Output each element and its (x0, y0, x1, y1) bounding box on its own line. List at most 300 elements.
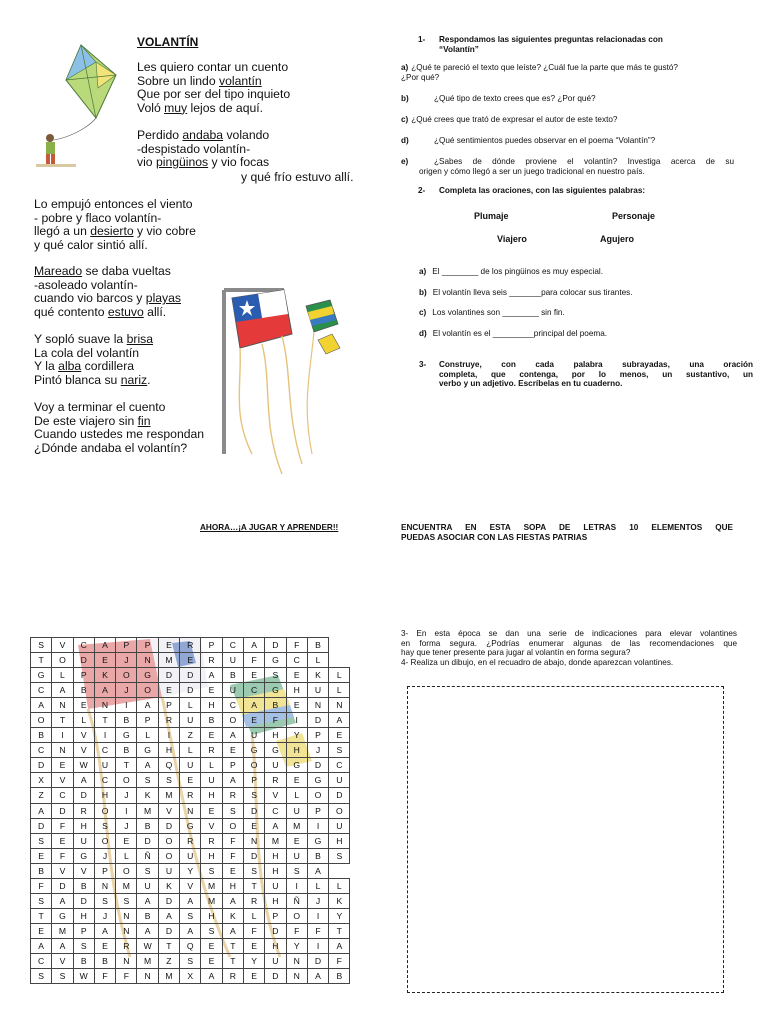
grid-cell[interactable]: T (243, 878, 264, 893)
grid-cell[interactable]: U (180, 848, 201, 863)
grid-cell[interactable]: I (307, 818, 328, 833)
grid-cell[interactable]: P (307, 803, 328, 818)
grid-cell[interactable]: A (201, 668, 222, 683)
grid-cell[interactable]: E (222, 743, 243, 758)
grid-cell[interactable]: H (286, 743, 307, 758)
grid-cell[interactable]: D (73, 893, 94, 908)
grid-cell[interactable]: T (329, 923, 350, 938)
grid-cell[interactable]: N (307, 698, 328, 713)
grid-cell[interactable]: L (329, 683, 350, 698)
grid-cell[interactable]: B (73, 878, 94, 893)
grid-cell[interactable]: S (137, 863, 158, 878)
grid-cell[interactable]: E (222, 863, 243, 878)
grid-cell[interactable]: R (201, 743, 222, 758)
grid-cell[interactable]: O (116, 863, 137, 878)
grid-cell[interactable]: B (73, 683, 94, 698)
grid-cell[interactable]: H (265, 728, 286, 743)
grid-cell[interactable]: K (222, 908, 243, 923)
grid-cell[interactable]: E (243, 969, 264, 984)
grid-cell[interactable]: M (201, 893, 222, 908)
grid-cell[interactable]: V (73, 863, 94, 878)
grid-cell[interactable]: N (116, 923, 137, 938)
grid-cell[interactable]: C (73, 638, 94, 653)
grid-cell[interactable]: L (180, 698, 201, 713)
grid-cell[interactable]: H (201, 788, 222, 803)
grid-cell[interactable]: D (307, 758, 328, 773)
grid-cell[interactable]: C (94, 773, 115, 788)
grid-cell[interactable]: A (31, 698, 52, 713)
grid-cell[interactable]: O (158, 848, 179, 863)
grid-cell[interactable]: B (116, 743, 137, 758)
grid-cell[interactable]: A (307, 863, 328, 878)
grid-cell[interactable]: I (307, 908, 328, 923)
grid-cell[interactable]: T (31, 653, 52, 668)
grid-cell[interactable]: D (52, 803, 73, 818)
grid-cell[interactable]: N (286, 969, 307, 984)
grid-cell[interactable]: E (180, 653, 201, 668)
grid-cell[interactable]: J (116, 653, 137, 668)
grid-cell[interactable]: O (243, 758, 264, 773)
grid-cell[interactable]: J (94, 908, 115, 923)
grid-cell[interactable]: J (307, 893, 328, 908)
grid-cell[interactable]: J (307, 743, 328, 758)
grid-cell[interactable]: A (52, 683, 73, 698)
grid-cell[interactable]: E (286, 668, 307, 683)
grid-cell[interactable]: A (94, 683, 115, 698)
grid-cell[interactable]: A (222, 773, 243, 788)
grid-cell[interactable]: M (52, 923, 73, 938)
grid-cell[interactable]: G (137, 668, 158, 683)
grid-cell[interactable]: M (158, 788, 179, 803)
grid-cell[interactable]: B (137, 908, 158, 923)
grid-cell[interactable]: U (243, 728, 264, 743)
grid-cell[interactable]: A (222, 728, 243, 743)
grid-cell[interactable]: L (116, 848, 137, 863)
grid-cell[interactable]: J (116, 683, 137, 698)
grid-cell[interactable]: U (265, 878, 286, 893)
grid-cell[interactable]: H (265, 893, 286, 908)
grid-cell[interactable]: S (201, 863, 222, 878)
grid-cell[interactable]: N (243, 833, 264, 848)
grid-cell[interactable]: F (222, 833, 243, 848)
grid-cell[interactable]: N (116, 953, 137, 968)
grid-cell[interactable]: E (94, 938, 115, 953)
grid-cell[interactable]: B (265, 698, 286, 713)
grid-cell[interactable]: D (31, 818, 52, 833)
grid-cell[interactable]: L (307, 653, 328, 668)
grid-cell[interactable]: A (94, 923, 115, 938)
grid-cell[interactable]: H (222, 878, 243, 893)
grid-cell[interactable]: Y (286, 938, 307, 953)
grid-cell[interactable]: C (31, 953, 52, 968)
grid-cell[interactable]: A (137, 698, 158, 713)
grid-cell[interactable]: O (329, 803, 350, 818)
grid-cell[interactable]: R (158, 713, 179, 728)
grid-cell[interactable]: U (137, 878, 158, 893)
grid-cell[interactable]: R (180, 638, 201, 653)
grid-cell[interactable]: B (307, 638, 328, 653)
grid-cell[interactable]: H (265, 938, 286, 953)
grid-cell[interactable]: B (307, 848, 328, 863)
grid-cell[interactable]: U (286, 803, 307, 818)
grid-cell[interactable]: C (222, 698, 243, 713)
grid-cell[interactable]: U (329, 773, 350, 788)
grid-cell[interactable]: S (243, 788, 264, 803)
grid-cell[interactable]: V (265, 788, 286, 803)
grid-cell[interactable]: X (180, 969, 201, 984)
grid-cell[interactable]: H (286, 683, 307, 698)
grid-cell[interactable]: D (307, 953, 328, 968)
grid-cell[interactable]: A (329, 713, 350, 728)
grid-cell[interactable]: E (243, 713, 264, 728)
grid-cell[interactable]: Z (31, 788, 52, 803)
grid-cell[interactable]: A (265, 818, 286, 833)
grid-cell[interactable]: A (329, 938, 350, 953)
grid-cell[interactable]: M (158, 653, 179, 668)
grid-cell[interactable]: D (73, 653, 94, 668)
grid-cell[interactable]: D (137, 833, 158, 848)
grid-cell[interactable]: A (222, 923, 243, 938)
grid-cell[interactable]: P (243, 773, 264, 788)
grid-cell[interactable]: A (31, 938, 52, 953)
grid-cell[interactable]: M (137, 953, 158, 968)
grid-cell[interactable]: V (52, 863, 73, 878)
grid-cell[interactable]: A (94, 638, 115, 653)
grid-cell[interactable]: O (222, 713, 243, 728)
grid-cell[interactable]: O (52, 653, 73, 668)
grid-cell[interactable]: P (137, 638, 158, 653)
grid-cell[interactable]: E (180, 773, 201, 788)
grid-cell[interactable]: D (31, 758, 52, 773)
grid-cell[interactable]: D (265, 638, 286, 653)
grid-cell[interactable]: U (158, 863, 179, 878)
grid-cell[interactable]: G (116, 728, 137, 743)
grid-cell[interactable]: O (94, 803, 115, 818)
grid-cell[interactable]: E (201, 938, 222, 953)
grid-cell[interactable]: S (94, 818, 115, 833)
grid-cell[interactable]: P (201, 638, 222, 653)
grid-cell[interactable]: W (137, 938, 158, 953)
grid-cell[interactable]: Q (158, 758, 179, 773)
grid-cell[interactable]: D (243, 803, 264, 818)
grid-cell[interactable]: I (116, 698, 137, 713)
grid-cell[interactable]: S (31, 638, 52, 653)
grid-cell[interactable]: L (286, 788, 307, 803)
grid-cell[interactable]: A (52, 893, 73, 908)
grid-cell[interactable]: A (137, 923, 158, 938)
grid-cell[interactable]: T (222, 953, 243, 968)
grid-cell[interactable]: D (158, 893, 179, 908)
grid-cell[interactable]: C (222, 638, 243, 653)
grid-cell[interactable]: R (201, 653, 222, 668)
grid-cell[interactable]: W (73, 969, 94, 984)
grid-cell[interactable]: N (286, 953, 307, 968)
grid-cell[interactable]: M (265, 833, 286, 848)
grid-cell[interactable]: D (158, 668, 179, 683)
grid-cell[interactable]: L (329, 668, 350, 683)
grid-cell[interactable]: C (265, 803, 286, 818)
grid-cell[interactable]: E (243, 668, 264, 683)
grid-cell[interactable]: V (158, 803, 179, 818)
grid-cell[interactable]: D (307, 713, 328, 728)
grid-cell[interactable]: S (201, 923, 222, 938)
grid-cell[interactable]: O (222, 818, 243, 833)
grid-cell[interactable]: R (116, 938, 137, 953)
grid-cell[interactable]: T (52, 713, 73, 728)
grid-cell[interactable]: N (137, 969, 158, 984)
grid-cell[interactable]: M (116, 878, 137, 893)
grid-cell[interactable]: C (52, 788, 73, 803)
grid-cell[interactable]: C (243, 683, 264, 698)
grid-cell[interactable]: A (201, 969, 222, 984)
grid-cell[interactable]: I (52, 728, 73, 743)
grid-cell[interactable]: A (52, 938, 73, 953)
grid-cell[interactable]: A (158, 908, 179, 923)
grid-cell[interactable]: A (73, 773, 94, 788)
grid-cell[interactable]: S (286, 863, 307, 878)
grid-cell[interactable]: X (31, 773, 52, 788)
grid-cell[interactable]: P (265, 908, 286, 923)
grid-cell[interactable]: A (137, 893, 158, 908)
grid-cell[interactable]: K (329, 893, 350, 908)
grid-cell[interactable]: U (94, 758, 115, 773)
grid-cell[interactable]: N (52, 698, 73, 713)
grid-cell[interactable]: F (52, 848, 73, 863)
grid-cell[interactable]: F (243, 653, 264, 668)
grid-cell[interactable]: U (73, 833, 94, 848)
grid-cell[interactable]: L (329, 878, 350, 893)
grid-cell[interactable]: E (158, 638, 179, 653)
grid-cell[interactable]: U (329, 818, 350, 833)
grid-cell[interactable]: E (286, 833, 307, 848)
grid-cell[interactable]: D (180, 683, 201, 698)
grid-cell[interactable]: I (94, 728, 115, 743)
grid-cell[interactable]: F (116, 969, 137, 984)
grid-cell[interactable]: E (94, 653, 115, 668)
grid-cell[interactable]: O (94, 833, 115, 848)
grid-cell[interactable]: T (116, 758, 137, 773)
grid-cell[interactable]: D (265, 969, 286, 984)
grid-cell[interactable]: Q (180, 938, 201, 953)
grid-cell[interactable]: T (222, 938, 243, 953)
grid-cell[interactable]: V (52, 638, 73, 653)
grid-cell[interactable]: F (286, 923, 307, 938)
grid-cell[interactable]: P (116, 638, 137, 653)
grid-cell[interactable]: R (265, 773, 286, 788)
grid-cell[interactable]: B (73, 953, 94, 968)
grid-cell[interactable]: Y (286, 728, 307, 743)
grid-cell[interactable]: F (286, 638, 307, 653)
grid-cell[interactable]: O (31, 713, 52, 728)
grid-cell[interactable]: E (286, 773, 307, 788)
grid-cell[interactable]: U (222, 683, 243, 698)
grid-cell[interactable]: U (265, 953, 286, 968)
grid-cell[interactable]: D (265, 923, 286, 938)
grid-cell[interactable]: Z (158, 953, 179, 968)
grid-cell[interactable]: D (243, 848, 264, 863)
grid-cell[interactable]: E (31, 848, 52, 863)
grid-cell[interactable]: U (201, 773, 222, 788)
grid-cell[interactable]: G (286, 758, 307, 773)
grid-cell[interactable]: T (31, 908, 52, 923)
grid-cell[interactable]: S (31, 833, 52, 848)
drawing-box[interactable] (407, 686, 724, 993)
grid-cell[interactable]: O (307, 788, 328, 803)
grid-cell[interactable]: C (31, 743, 52, 758)
grid-cell[interactable]: U (307, 683, 328, 698)
grid-cell[interactable]: O (158, 833, 179, 848)
grid-cell[interactable]: B (222, 668, 243, 683)
grid-cell[interactable]: B (116, 713, 137, 728)
grid-cell[interactable]: K (158, 878, 179, 893)
grid-cell[interactable]: S (73, 938, 94, 953)
grid-cell[interactable]: F (94, 969, 115, 984)
grid-cell[interactable]: P (307, 728, 328, 743)
grid-cell[interactable]: P (158, 698, 179, 713)
grid-cell[interactable]: R (222, 969, 243, 984)
grid-cell[interactable]: E (116, 833, 137, 848)
grid-cell[interactable]: E (31, 923, 52, 938)
grid-cell[interactable]: H (158, 743, 179, 758)
grid-cell[interactable]: D (73, 788, 94, 803)
grid-cell[interactable]: R (201, 833, 222, 848)
grid-cell[interactable]: N (329, 698, 350, 713)
grid-cell[interactable]: S (180, 953, 201, 968)
grid-cell[interactable]: L (52, 668, 73, 683)
grid-cell[interactable]: E (201, 728, 222, 743)
grid-cell[interactable]: H (201, 698, 222, 713)
grid-cell[interactable]: L (243, 908, 264, 923)
grid-cell[interactable]: T (94, 713, 115, 728)
grid-cell[interactable]: O (116, 668, 137, 683)
grid-cell[interactable]: H (329, 833, 350, 848)
grid-cell[interactable]: L (73, 713, 94, 728)
grid-cell[interactable]: S (243, 863, 264, 878)
grid-cell[interactable]: G (137, 743, 158, 758)
grid-cell[interactable]: F (307, 923, 328, 938)
grid-cell[interactable]: A (243, 638, 264, 653)
grid-cell[interactable]: D (180, 668, 201, 683)
grid-cell[interactable]: L (307, 878, 328, 893)
grid-cell[interactable]: G (52, 908, 73, 923)
grid-cell[interactable]: F (329, 953, 350, 968)
grid-cell[interactable]: V (52, 773, 73, 788)
grid-cell[interactable]: F (243, 923, 264, 938)
grid-cell[interactable]: D (158, 818, 179, 833)
grid-cell[interactable]: U (286, 848, 307, 863)
grid-cell[interactable]: U (265, 758, 286, 773)
grid-cell[interactable]: S (137, 773, 158, 788)
grid-cell[interactable]: C (31, 683, 52, 698)
grid-cell[interactable]: B (31, 728, 52, 743)
grid-cell[interactable]: P (222, 758, 243, 773)
grid-cell[interactable]: E (158, 683, 179, 698)
grid-cell[interactable]: Y (180, 863, 201, 878)
grid-cell[interactable]: E (52, 758, 73, 773)
grid-cell[interactable]: S (116, 893, 137, 908)
grid-cell[interactable]: L (180, 743, 201, 758)
grid-cell[interactable]: G (265, 683, 286, 698)
grid-cell[interactable]: M (286, 818, 307, 833)
grid-cell[interactable]: S (329, 743, 350, 758)
grid-cell[interactable]: F (265, 713, 286, 728)
grid-cell[interactable]: R (180, 833, 201, 848)
grid-cell[interactable]: B (31, 863, 52, 878)
grid-cell[interactable]: E (243, 938, 264, 953)
grid-cell[interactable]: N (94, 698, 115, 713)
grid-cell[interactable]: P (137, 713, 158, 728)
grid-cell[interactable]: J (116, 818, 137, 833)
grid-cell[interactable]: K (137, 788, 158, 803)
grid-cell[interactable]: H (73, 908, 94, 923)
grid-cell[interactable]: N (180, 803, 201, 818)
grid-cell[interactable]: S (158, 773, 179, 788)
grid-cell[interactable]: G (31, 668, 52, 683)
grid-cell[interactable]: O (286, 908, 307, 923)
grid-cell[interactable]: I (286, 713, 307, 728)
grid-cell[interactable]: V (180, 878, 201, 893)
grid-cell[interactable]: E (201, 953, 222, 968)
grid-cell[interactable]: S (329, 848, 350, 863)
grid-cell[interactable]: S (94, 893, 115, 908)
grid-cell[interactable]: E (201, 683, 222, 698)
grid-cell[interactable]: L (201, 758, 222, 773)
grid-cell[interactable]: M (201, 878, 222, 893)
grid-cell[interactable]: E (329, 728, 350, 743)
grid-cell[interactable]: G (73, 848, 94, 863)
grid-cell[interactable]: G (265, 653, 286, 668)
grid-cell[interactable]: P (73, 668, 94, 683)
grid-cell[interactable]: P (94, 863, 115, 878)
grid-cell[interactable]: S (52, 969, 73, 984)
grid-cell[interactable]: D (329, 788, 350, 803)
grid-cell[interactable]: R (73, 803, 94, 818)
grid-cell[interactable]: P (73, 923, 94, 938)
grid-cell[interactable]: V (73, 728, 94, 743)
grid-cell[interactable]: G (307, 773, 328, 788)
grid-cell[interactable]: D (52, 878, 73, 893)
grid-cell[interactable]: I (307, 938, 328, 953)
grid-cell[interactable]: H (265, 848, 286, 863)
grid-cell[interactable]: H (201, 848, 222, 863)
grid-cell[interactable]: N (116, 908, 137, 923)
grid-cell[interactable]: K (94, 668, 115, 683)
grid-cell[interactable]: Y (243, 953, 264, 968)
grid-cell[interactable]: H (94, 788, 115, 803)
grid-cell[interactable]: Ñ (137, 848, 158, 863)
grid-cell[interactable]: S (31, 893, 52, 908)
grid-cell[interactable]: C (329, 758, 350, 773)
grid-cell[interactable]: Y (329, 908, 350, 923)
grid-cell[interactable]: K (307, 668, 328, 683)
grid-cell[interactable]: N (137, 653, 158, 668)
grid-cell[interactable]: I (286, 878, 307, 893)
grid-cell[interactable]: J (116, 788, 137, 803)
grid-cell[interactable]: U (180, 713, 201, 728)
grid-cell[interactable]: C (286, 653, 307, 668)
grid-cell[interactable]: A (31, 803, 52, 818)
grid-cell[interactable]: B (201, 713, 222, 728)
grid-cell[interactable]: R (243, 893, 264, 908)
grid-cell[interactable]: L (137, 728, 158, 743)
grid-cell[interactable]: S (180, 908, 201, 923)
grid-cell[interactable]: E (286, 698, 307, 713)
grid-cell[interactable]: C (94, 743, 115, 758)
grid-cell[interactable]: Ñ (286, 893, 307, 908)
grid-cell[interactable]: U (180, 758, 201, 773)
grid-cell[interactable]: R (222, 788, 243, 803)
grid-cell[interactable]: A (243, 698, 264, 713)
